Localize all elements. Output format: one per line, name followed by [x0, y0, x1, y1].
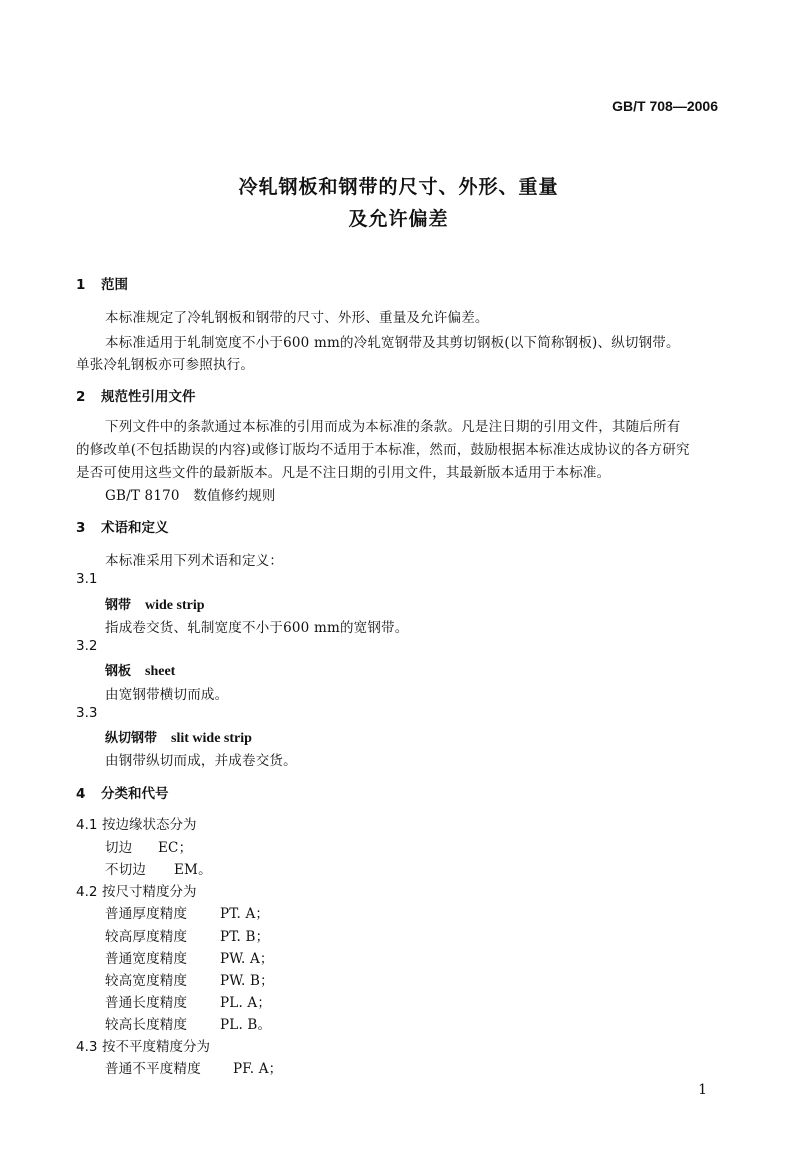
reference-item: GB/T 8170 数值修约规则: [105, 488, 276, 504]
paragraph: 下列文件中的条款通过本标准的引用而成为本标准的条款。凡是注日期的引用文件，其随后所有: [105, 419, 681, 435]
term-number: 3.1: [76, 571, 98, 587]
document-title-line2: 及允许偏差: [348, 208, 449, 230]
term: [105, 727, 252, 747]
code-value: EM。: [174, 862, 212, 878]
term-zh: 钢板: [105, 664, 132, 679]
section-number: 1: [76, 277, 86, 293]
document-title: 冷轧钢板和钢带的尺寸、外形、重量: [238, 176, 559, 198]
code-item: [105, 925, 405, 945]
section-heading-normative-references: [76, 385, 196, 405]
paragraph: 是否可使用这些文件的最新版本。凡是不注日期的引用文件，其最新版本适用于本标准。: [76, 465, 611, 481]
subclause-title: 按不平度精度分为: [102, 1039, 210, 1055]
subclause-title: 按尺寸精度分为: [102, 884, 197, 900]
code-name: 普通厚度精度: [105, 906, 188, 922]
code-name: 普通宽度精度: [105, 951, 188, 967]
code-name: 较高厚度精度: [105, 929, 188, 945]
code-value: EC；: [158, 840, 193, 856]
term-en: slit wide strip: [171, 731, 252, 746]
code-name: 普通不平度精度: [105, 1061, 201, 1077]
paragraph: 本标准规定了冷轧钢板和钢带的尺寸、外形、重量及允许偏差。: [105, 310, 489, 326]
code-item: [105, 836, 405, 856]
section-heading-terms: [76, 516, 169, 536]
code-value: PW. A；: [220, 951, 274, 967]
term-en: wide strip: [145, 598, 205, 613]
subclause-heading: [76, 1035, 210, 1055]
paragraph: 单张冷轧钢板亦可参照执行。: [76, 357, 255, 373]
section-number: 3: [76, 520, 86, 536]
code-item: [105, 947, 405, 967]
code-item: [105, 1057, 405, 1077]
section-title: 范围: [101, 277, 128, 293]
term-definition: 指成卷交货、轧制宽度不小于600 mm的宽钢带。: [105, 620, 409, 636]
standard-code: GB/T 708—2006: [612, 98, 718, 114]
code-value: PL. B。: [220, 1017, 272, 1033]
code-name: 较高长度精度: [105, 1017, 188, 1033]
paragraph: 本标准适用于轧制宽度不小于600 mm的冷轧宽钢带及其剪切钢板(以下简称钢板)、纵切钢带。: [105, 335, 680, 351]
code-name: 较高宽度精度: [105, 973, 188, 989]
section-number: 2: [76, 389, 86, 405]
section-title: 分类和代号: [101, 786, 169, 802]
code-item: [105, 858, 405, 878]
term-definition: 由宽钢带横切而成。: [105, 687, 229, 703]
code-name: 切边: [105, 840, 133, 856]
section-title: 规范性引用文件: [101, 389, 196, 405]
section-number: 4: [76, 786, 86, 802]
paragraph: 的修改单(不包括勘误的内容)或修订版均不适用于本标准，然而，鼓励根据本标准达成协议的各方研究: [76, 442, 690, 458]
subclause-number: 4.3: [76, 1039, 98, 1055]
term-zh: 钢带: [105, 598, 132, 613]
code-value: PF. A；: [233, 1061, 283, 1077]
subclause-number: 4.1: [76, 817, 98, 833]
term-zh: 纵切钢带: [105, 731, 158, 746]
subclause-title: 按边缘状态分为: [102, 817, 197, 833]
code-value: PT. B；: [220, 929, 270, 945]
code-value: PT. A；: [220, 906, 270, 922]
term-definition: 由钢带纵切而成，并成卷交货。: [105, 753, 297, 769]
section-title: 术语和定义: [101, 520, 169, 536]
section-heading-scope: [76, 273, 128, 293]
subclause-number: 4.2: [76, 884, 98, 900]
code-value: PL. A；: [220, 995, 272, 1011]
paragraph: 本标准采用下列术语和定义：: [105, 553, 284, 569]
code-item: [105, 991, 405, 1011]
code-name: 不切边: [105, 862, 147, 878]
code-item: [105, 1013, 405, 1033]
term-number: 3.2: [76, 638, 98, 654]
term: [105, 660, 175, 680]
section-heading-classification: [76, 782, 169, 802]
page-number: 1: [698, 1082, 707, 1098]
term-number: 3.3: [76, 705, 98, 721]
code-name: 普通长度精度: [105, 995, 188, 1011]
term: [105, 594, 205, 614]
term-en: sheet: [145, 664, 176, 679]
subclause-heading: [76, 813, 197, 833]
subclause-heading: [76, 880, 197, 900]
code-item: [105, 902, 405, 922]
code-item: [105, 969, 405, 989]
code-value: PW. B；: [220, 973, 274, 989]
